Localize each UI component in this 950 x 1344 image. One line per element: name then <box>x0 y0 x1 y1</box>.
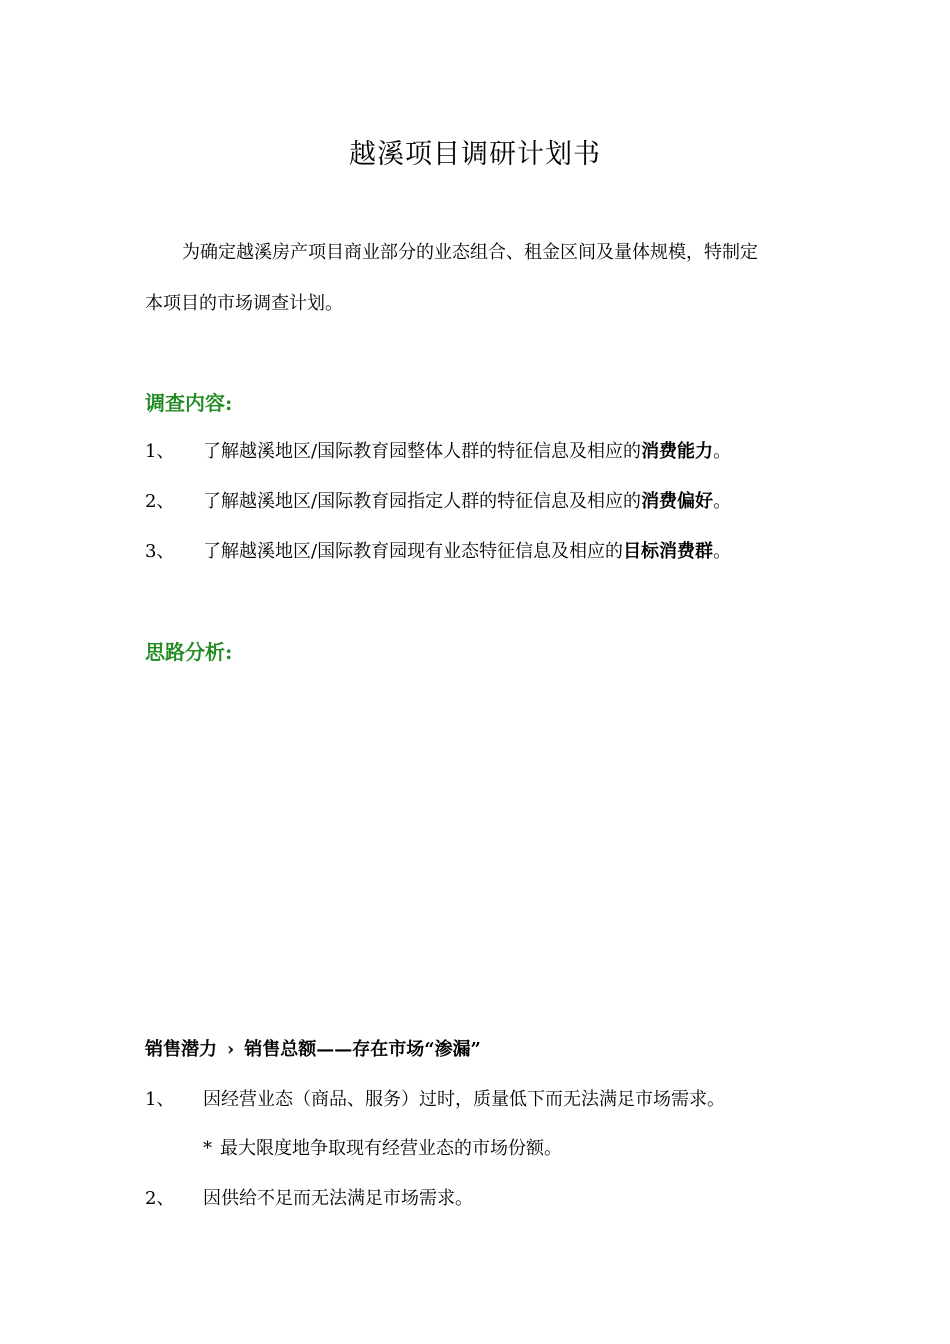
list-item <box>145 1085 725 1111</box>
chevron-right-icon: › <box>227 1039 235 1060</box>
list-item-end: 。 <box>713 491 732 512</box>
list-item <box>145 487 731 513</box>
asterisk-icon: * <box>203 1138 212 1159</box>
list-item-text: 了解越溪地区/国际教育园现有业态特征信息及相应的 <box>203 541 624 562</box>
list-item-text: 了解越溪地区/国际教育园整体人群的特征信息及相应的 <box>203 441 642 462</box>
list-item-emphasis: 消费能力 <box>641 441 714 462</box>
list-item-number: 1、 <box>145 441 175 462</box>
list-item-number: 2、 <box>145 1188 175 1209</box>
list-item-text: 了解越溪地区/国际教育园指定人群的特征信息及相应的 <box>203 491 642 512</box>
note-line <box>203 1134 562 1160</box>
list-item <box>145 537 731 563</box>
document-title: 越溪项目调研计划书 <box>349 139 601 170</box>
note-text: 最大限度地争取现有经营业态的市场份额。 <box>220 1138 562 1159</box>
list-item-end: 。 <box>713 441 732 462</box>
list-item <box>145 437 731 463</box>
section-heading-content: 调查内容: <box>145 391 233 415</box>
sub-heading-right: 销售总额——存在市场“渗漏” <box>244 1039 481 1060</box>
intro-paragraph-line-1: 为确定越溪房产项目商业部分的业态组合、租金区间及量体规模，特制定 <box>182 242 758 263</box>
list-item-text: 因经营业态（商品、服务）过时，质量低下而无法满足市场需求。 <box>203 1089 725 1110</box>
section-heading-analysis: 思路分析: <box>145 640 233 664</box>
list-item-text: 因供给不足而无法满足市场需求。 <box>203 1188 473 1209</box>
list-item-number: 2、 <box>145 491 175 512</box>
list-item-emphasis: 目标消费群 <box>623 541 714 562</box>
list-item-end: 。 <box>713 541 732 562</box>
list-item-number: 3、 <box>145 541 175 562</box>
list-item <box>145 1184 473 1210</box>
intro-paragraph-line-2: 本项目的市场调查计划。 <box>145 293 343 314</box>
sub-heading-left: 销售潜力 <box>145 1039 217 1060</box>
list-item-emphasis: 消费偏好 <box>641 491 714 512</box>
sub-heading <box>145 1035 481 1061</box>
list-item-number: 1、 <box>145 1089 175 1110</box>
